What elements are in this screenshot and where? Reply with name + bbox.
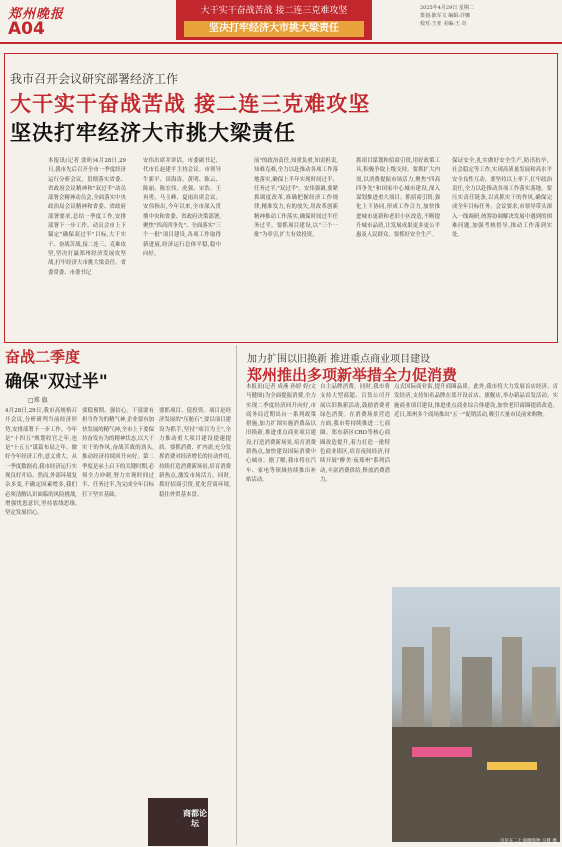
shopping-district-photo	[392, 587, 560, 842]
consumption-column: 点式国际商业街,提升商圈品质。此外,我市将大力发展首店经济、首发经济,支持知名品牌在郑开设首店、旗舰店,举办新品首发活动。实施商业项目建设,推进重点商业综合体建设,加快老旧商圈提质改造。近日,郑州多个商场推出"五一"促销活动,吸引大量市民前来购物。	[394, 384, 558, 418]
lead-headline-line1: 大干实干奋战苦战 接二连三克难攻坚	[10, 91, 371, 116]
lead-kicker: 我市召开会议研究部署经济工作	[10, 72, 179, 86]
lead-column: 保证安全,扎实做好安全生产,防汛抗旱、社会稳定等工作,实现高质量发展和高水平安全良性互动。要坚持以上率下,扛牢政治责任,全力以赴推动各项工作落实落地。要压实责任链条,以真抓实干的作风,确保完成全年目标任务。会议要求,市领导带头深入一线调研,统筹协调解决发展中遇到的困难问题,加强考核督导,推动工作落到实处。	[452, 158, 552, 239]
commentary-column: 要稳预期、强信心。干部要有担当作为的精气神,企业要有加快发展的精气神,全市上下要保持奋发有为的精神状态,以大干实干的作风,奋战苦战的劲头,推动经济持续回升向好。第二季度是承上启下的关键时期,必须全力冲刺,努力实现时间过半、任务过半,为完成全年目标打下坚实基础。	[82, 408, 154, 498]
lead-headline-line2: 坚决打牢经济大市挑大梁责任	[10, 120, 296, 145]
commentary-column: 要抓项目、促投资。项目是经济发展的"压舱石",要以项目建设为抓手,坚持"项目为王",全力推动重大项目建设提速提质。要抓消费、扩内需,充分发挥消费对经济增长的拉动作用,持续打造消费新场景,培育消费新热点,激发市场活力。同时,抓好招商引资,优化营商环境,稳住外贸基本盘。	[159, 408, 231, 498]
meta-line: 校对:王亚 美编:王 奇	[420, 21, 467, 27]
consumption-column: 自主品牌消费。同时,我市将支持大型商超、百货公司开展以旧换新活动,鼓励消费者绿色消费。在消费场景营造方面,我市将持续推进二七商圈、郑东新区CBD等核心商圈改造提升,着力打造一批特色商业街区,培育夜间经济,持续开展"醉美·夜郑州"系列活动,丰富消费供给,释放消费潜力。	[320, 384, 390, 483]
page-meta	[420, 4, 560, 28]
commentary-kicker: 奋战二季度	[5, 348, 81, 366]
page-code: A04	[8, 19, 45, 39]
lead-column: 抓项目谋划和招商引资,用好政策工具,积极争取上级支持。要抓扩大内需,以消费提振市场活力,聚焦"四高四争先"和国家中心城市建设,深入谋划推进重大项目。抓招商引资,强化上下协同,形成工作合力,加快推进城市更新和老旧小区改造,不断提升城市品质,让发展成果更多更公平惠及人民群众。要抓好安全生产。	[356, 158, 440, 239]
column-divider	[236, 345, 237, 845]
meta-line: 策划:陈军文 编辑:许娜	[420, 13, 470, 19]
top-banner	[176, 0, 372, 40]
meta-line: 2025年4月29日 星期二	[420, 5, 474, 11]
paper-name-logo: 郑州晚报	[8, 7, 65, 22]
lead-column: 前"的政治责任,知重负重,知责担责,知难克难,全力以赴推动各项工作落地落实,确保上半年实现时间过半、任务过半,"双过半"。安伟强调,要紧抓调度改革,准确把握经济工作规律,精准发力,有的放矢,用改革创新精神推动工作落实,确保时间过半任务过半。要抓项目建设,以"三个一批"为牵引,扩大有效投资。	[254, 158, 338, 239]
column-logo-label: 商都论坛	[183, 808, 207, 828]
lead-column: 本报讯(记者 张昕)4月28日,29日,我市先后召开全市一季度经济运行分析会议、贯彻落实省委、省政府会议精神和"双过半"动员部署会精神动员会,全面落实中央政治局会议精神和省委、省政府部署要求,总结一季度工作,安排部署下一步工作。动员会市上下锚定"确保双过半"目标,大干实干、奋战苦战,接二连三、克难攻坚,坚决打赢郑州经济发展攻坚战,打牢经济大市挑大梁责任。省委常委、市委书记	[48, 158, 126, 276]
consumption-column: 本报讯(记者 成燕 孙婷 婷/文 马健图)为全面提振消费,全力实现二季度经济回升向好,市商务局近期出台一系列政策措施,加力扩围实施消费品以旧换新,推进重点商业项目建设,打造消费新场景,培育消费新热点,加快建设国际消费中心城市。据了解,我市将在汽车、家电等领域持续推出补贴活动。	[246, 384, 316, 483]
masthead-rule	[0, 42, 562, 44]
commentary-headline: 确保"双过半"	[5, 372, 108, 392]
photo-caption: 市民在二七商圈购物 马健 摄	[500, 839, 557, 844]
consumption-kicker: 加力扩围以旧换新 推进重点商业项目建设	[247, 354, 431, 365]
top-headline: 坚决打牢经济大市挑大梁责任	[184, 21, 364, 37]
top-kicker: 大干实干奋战苦战 接二连三克难攻坚	[200, 6, 348, 16]
lead-column: 安伟出席并讲话。市委副书记、代市长赵建平主持会议。市领导牛新平、田海涛、黄明、陈云、陈丽、陈宏伟、虎强、宋浩、王再勇、马玉峰、夏雨出席会议。安伟指出,今年以来,全市深入贯彻中央和省委、省政府决策部署,聚焦"四高四争先"、全面落实"三个一批"项目建设,各项工作取得新进展,经济运行总体平稳,稳中向好。	[143, 158, 221, 257]
consumption-headline: 郑州推出多项新举措全力促消费	[247, 366, 458, 384]
commentary-column: 4月28日,29日,我市高规格召开会议,分析研判当前经济形势,安排部署下一步工作。今年是"十四五"规划收官之年,也是"十五五"谋篇布局之年。做好今年经济工作,意义重大。从一季度数据看,我市经济运行实现良好开局。然而,外部环境复杂多变,不确定因素增多,我们必须清醒认识面临的风险挑战,增强忧患意识,坚持底线思维,坚定发展信心。	[5, 408, 77, 517]
commentary-author: □郑 旗	[28, 397, 48, 404]
